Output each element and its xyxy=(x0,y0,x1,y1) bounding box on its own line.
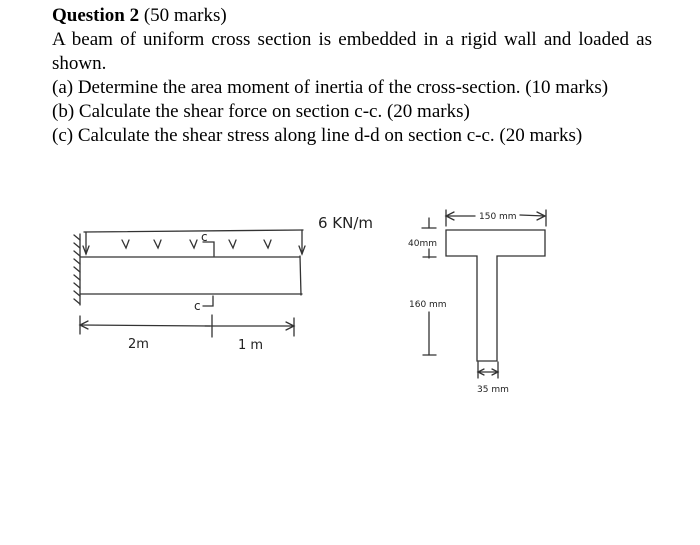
section-line-cc xyxy=(203,242,214,306)
web-width-label: 35 mm xyxy=(477,385,509,395)
flange-thickness-label: 40mm xyxy=(408,239,437,249)
web-height-label: 160 mm xyxy=(409,300,447,310)
question-part-a: (a) Determine the area moment of inertia of the cross-section. (10 marks) xyxy=(52,77,609,98)
span-left-label: 2m xyxy=(128,337,149,352)
load-label: 6 KN/m xyxy=(318,214,374,232)
question-part-b: (b) Calculate the shear force on section c-c. (20 marks) xyxy=(52,101,470,122)
distributed-load xyxy=(83,230,305,254)
rigid-wall xyxy=(74,234,80,305)
beam xyxy=(80,256,302,295)
question-intro: A beam of uniform cross section is embedded in a rigid wall and loaded as shown. xyxy=(52,29,652,74)
flange-width-label: 150 mm xyxy=(479,212,517,222)
question-number: Question 2 xyxy=(52,5,140,26)
section-top-label: c xyxy=(201,230,208,244)
t-cross-section xyxy=(446,230,545,361)
question-marks: (50 marks) xyxy=(143,5,227,26)
question-part-c: (c) Calculate the shear stress along line d-d on section c-c. (20 marks) xyxy=(52,125,583,146)
span-dimensions xyxy=(80,315,294,337)
section-bottom-label: c xyxy=(194,299,201,313)
span-right-label: 1 m xyxy=(238,338,264,353)
web-width-dimension xyxy=(478,362,498,378)
